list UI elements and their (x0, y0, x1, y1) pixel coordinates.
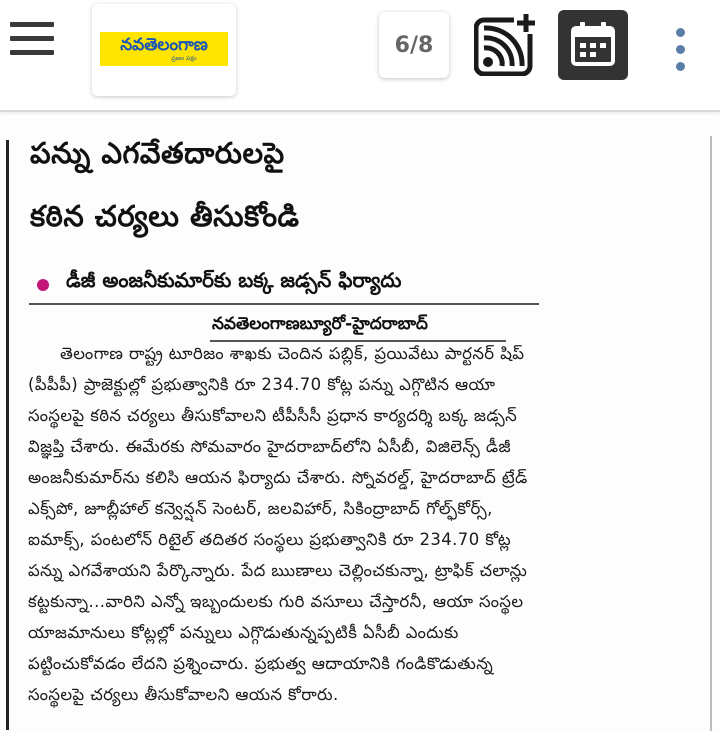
calendar-icon (558, 10, 628, 80)
headline-line-2: కఠిన చర్యలు తీసుకోండి (30, 199, 300, 233)
vertical-dots-icon (676, 62, 685, 71)
newspaper-logo (100, 32, 228, 66)
body-line: సంస్థలపై చర్యలు తీసుకోవాలని ఆయన కోరారు. (28, 685, 339, 704)
hamburger-menu-icon (10, 50, 54, 55)
rss-feed-add-icon (474, 12, 538, 76)
more-options-button[interactable] (672, 28, 688, 72)
byline-underline (210, 340, 506, 342)
menu-button[interactable] (10, 22, 54, 62)
hamburger-menu-icon (10, 22, 54, 27)
body-line: తెలంగాణ రాష్ట్ర టూరిజం శాఖకు చెందిన పబ్లిక్, ప్రయివేటు పార్టనర్ షిప్ (60, 344, 525, 363)
hamburger-menu-icon (10, 36, 54, 41)
body-line: అంజనీకుమార్‌ను కలిసి ఆయన ఫిర్యాదు చేశారు. స్నోవరల్డ్, హైదరాబాద్ ట్రేడ్ (28, 468, 528, 487)
calendar-button[interactable] (558, 10, 628, 80)
body-line: యాజమానులు కోట్లల్లో పన్నులు ఎగ్గొడుతున్నప్పటికీ ఏసీబీ ఎందుకు (28, 623, 459, 642)
vertical-dots-icon (676, 45, 685, 54)
byline: నవతెలంగాణబ్యూరో-హైదరాబాద్ (212, 314, 428, 334)
body-line: సంస్థలపై కఠిన చర్యలు తీసుకోవాలని టీపీసీసీ ప్రధాన కార్యదర్శి బక్క జడ్సన్ (28, 406, 518, 425)
column-rule-left (6, 140, 9, 730)
body-line: విజ్ఞప్తి చేశారు. ఈమేరకు సోమవారం హైదరాబాద్‌లోని ఏసీబీ, విజిలెన్స్ డీజీ (28, 437, 511, 456)
logo-title: నవతెలంగాణ (120, 35, 208, 55)
subhead-bullet (37, 279, 49, 291)
body-line: ఎక్స్‌పో, జూబ్లీహాల్ కన్వెన్షన్ సెంటర్, జలవిహార్, సికింద్రాబాద్ గోల్ఫ్‌కోర్స్, (28, 499, 493, 518)
subhead-underline (29, 303, 539, 305)
article-clipping (0, 116, 720, 731)
page-counter[interactable]: 6/8 (379, 12, 449, 78)
body-line: కట్టకున్నా...వారిని ఎన్నో ఇబ్బందులకు గురి వసూలు చేస్తారనీ, ఆయా సంస్థల (28, 592, 524, 611)
body-line: (పీపీపీ) ప్రాజెక్టుల్లో ప్రభుత్వానికి రూ 234.70 కోట్ల పన్ను ఎగ్గొటిన ఆయా (28, 375, 496, 394)
logo-tagline: ప్రజల పక్షం (171, 55, 197, 62)
body-line: పట్టించుకోవడం లేదని ప్రశ్నించారు. ప్రభుత్వ ఆదాయానికి గండికొడుతున్న (28, 654, 494, 673)
app-toolbar (0, 0, 720, 112)
column-rule-right (710, 136, 712, 731)
headline-line-1: పన్ను ఎగవేతదారులపై (30, 136, 285, 170)
vertical-dots-icon (676, 28, 685, 37)
rss-subscribe-button[interactable] (474, 12, 538, 76)
newspaper-logo-button[interactable] (92, 4, 236, 96)
subheadline: డీజీ అంజనీకుమార్‌కు బక్క జడ్సన్ ఫిర్యాదు (66, 268, 402, 292)
body-line: పన్ను ఎగవేశాయని పేర్కొన్నారు. పేద ఋణాలు చెల్లించకున్నా, ట్రాఫిక్ చలాన్లు (28, 561, 528, 580)
body-line: ఐమాక్స్, పంటలోన్ రిటైల్ తదితర సంస్థలు ప్రభుత్వానికి రూ 234.70 కోట్ల (28, 530, 512, 549)
